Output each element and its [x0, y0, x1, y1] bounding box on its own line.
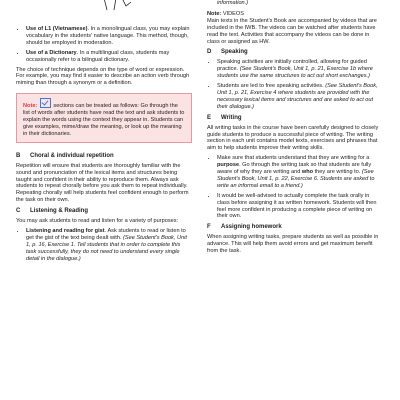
videos-heading: Note: VIDEOS	[207, 10, 244, 17]
section-e-heading: E Writing	[207, 114, 242, 121]
section-b-heading: B Choral & individual repetition	[16, 152, 114, 159]
note-text: sections can be treated as follows: Go through the list of words after students have read the text and ask students to explain the words using the context they appear in. Students can give examples, mime/draw the meaning, or look up the meaning in their dictionaries.	[23, 103, 185, 137]
section-f-heading: F Assigning homework	[207, 224, 282, 231]
list-item: • Students are led to free speaking activities. (See Student's Book, Unit 1, p. 21, Exercise 4 where students are provided with the necessary lexical items and structures and are asked to act out their dialogue.)	[217, 83, 383, 111]
list-item: • Use of L1 (Vietnamese). In a monolingual class, you may explain vocabulary in the students' native language. This method, though, should be employed in moderation.	[26, 26, 192, 47]
list-item: • It would be well-advised to actually complete the task orally in class before assigning it as written homework. Students will then feel more confident in producing a complete piece of writing on their own.	[217, 193, 383, 221]
section-d-list	[207, 59, 383, 110]
section-c-intro: You may ask students to read and listen for a variety of purposes:	[16, 218, 179, 225]
fragment-text: information.)	[217, 0, 249, 6]
section-c-heading: C Listening & Reading	[16, 208, 89, 215]
note-label: Note:	[23, 103, 38, 110]
section-e-list	[207, 155, 383, 220]
section-b-text: Repetition will ensure that students are thoroughly familiar with the sound and pronunciation of the lexical items and structures being taught and confident in their ability to reproduce them. Always ask students to repeat chorally before you ask them to repeat individually. Repeating chorally will help students feel confident enough to perform the task on their own.	[16, 162, 189, 204]
choice-paragraph: The choice of technique depends on the type of word or expression. For example, you may find it easier to describe an action verb through miming than through a synonym or a definition.	[16, 66, 190, 87]
list-item: • Use of a Dictionary. In a multilingual class, students may occasionally refer to a bilingual dictionary.	[26, 50, 192, 64]
section-e-intro: All writing tasks in the course have been carefully designed to closely guide students to produce a successful piece of writing. The writing section in each unit contains model texts, exercises and phrases that aim to help students improve their writing skills.	[207, 124, 379, 152]
stick-figure-drawing	[76, 0, 156, 18]
section-d-heading: D Speaking	[207, 49, 248, 56]
list-item: • Make sure that students understand that they are writing for a purpose. Go through the writing task so that students are fully aware of why they are writing and who they are writing to. (See Student's Book, Unit 1, p. 22, Exercise 6. Students are asked to write an informal email to a friend.)	[217, 155, 383, 190]
section-f-text: When assigning writing tasks, prepare students as well as possible in advance. This will help them avoid errors and get maximum benefit from the task.	[207, 234, 379, 255]
checkbox-icon	[40, 98, 51, 108]
note-box	[16, 93, 192, 143]
list-item: • Listening and reading for gist. Ask students to read or listen to get the gist of the text being dealt with. (See Student's Book, Unit 1, p. 16, Exercise 1. Tell students that in order to complete this task successfully, they do not need to understand every single detail in the dialogue.)	[26, 228, 192, 263]
right-column	[207, 0, 383, 258]
list-item: • Speaking activities are initially controlled, allowing for guided practice. (See Student's Book, Unit 1, p. 21, Exercise 1b where students use the same structures to act out short exchanges.)	[217, 59, 383, 80]
section-c-list	[16, 228, 192, 263]
videos-text: Main texts in the Student's Book are accompanied by videos that are included in the IWB. The videos can be watched after students have read the text. Activities that accompany the videos can be done in class or assigned as HW.	[207, 17, 377, 45]
technique-list	[16, 26, 192, 64]
left-column	[16, 0, 192, 265]
